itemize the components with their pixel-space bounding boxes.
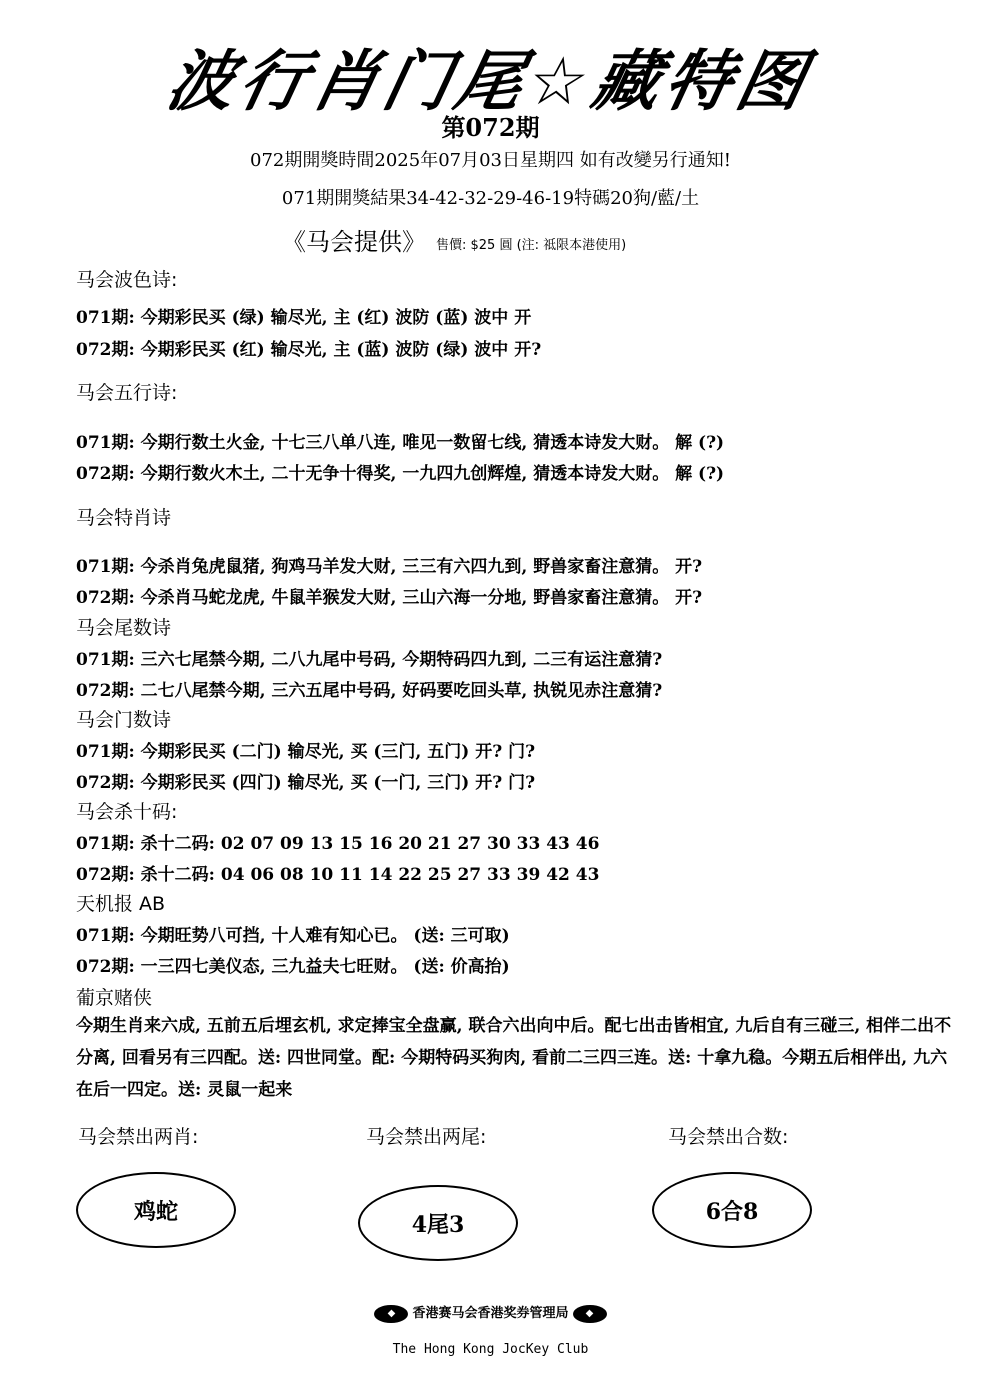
gambler-title: 葡京赌侠	[76, 987, 153, 1009]
footer-cn	[0, 1302, 981, 1323]
kill-ten-line-072: 072期: 杀十二码: 04 06 08 10 11 14 22 25 27 33 39 42 43	[76, 865, 600, 885]
tail-poem-line-071: 071期: 三六七尾禁今期, 二八九尾中号码, 今期特码四九到, 二三有运注意猜?	[76, 650, 663, 670]
ban-sum-oval	[652, 1172, 812, 1248]
tail-poem-title: 马会尾数诗	[76, 617, 172, 639]
gate-poem-line-072: 072期: 今期彩民买 (四门) 输尽光, 买 (一门, 三门) 开? 门?	[76, 773, 536, 793]
ban-tail-value: 4尾3	[411, 1211, 465, 1238]
footer-cn-text: 香港赛马会香港奖券管理局	[412, 1306, 569, 1321]
ban-zodiac-label: 马会禁出两肖:	[78, 1126, 199, 1148]
issue-number: 第072期	[441, 113, 540, 142]
price-note: 售價: $25 圓 (注: 祗限本港使用)	[436, 237, 627, 253]
kill-ten-title: 马会杀十码:	[76, 801, 178, 823]
page-title: 波行肖门尾☆藏特图	[160, 43, 818, 120]
provider-line	[282, 222, 626, 257]
footer-en: The Hong Kong JocKey Club	[392, 1342, 589, 1357]
ban-tail-label: 马会禁出两尾:	[366, 1126, 487, 1148]
ban-zodiac-value: 鸡蛇	[133, 1198, 178, 1225]
wave-poem-title: 马会波色诗:	[76, 269, 178, 291]
tianji-line-072: 072期: 一三四七美仪态, 三九益夫七旺财。 (送: 价高抬)	[76, 957, 510, 977]
kill-ten-line-071: 071期: 杀十二码: 02 07 09 13 15 16 20 21 27 30 33 43 46	[76, 834, 600, 854]
ban-sum-label: 马会禁出合数:	[668, 1126, 789, 1148]
jockey-club-logo-icon: ◆	[374, 1305, 408, 1323]
zodiac-poem-line-072: 072期: 今杀肖马蛇龙虎, 牛鼠羊猴发大财, 三山六海一分地, 野兽家畜注意猜。 开?	[76, 588, 703, 608]
wave-poem-line-071: 071期: 今期彩民买 (绿) 输尽光, 主 (红) 波防 (蓝) 波中 开	[76, 308, 532, 328]
provider-label: 《马会提供》	[282, 228, 426, 256]
last-result: 071期開獎結果34-42-32-29-46-19特碼20狗/藍/土	[281, 188, 700, 209]
wave-poem-line-072: 072期: 今期彩民买 (红) 输尽光, 主 (蓝) 波防 (绿) 波中 开?	[76, 340, 542, 360]
element-poem-line-072: 072期: 今期行数火木土, 二十无争十得奖, 一九四九创辉煌, 猜透本诗发大财。 解 (?)	[76, 464, 725, 484]
zodiac-poem-title: 马会特肖诗	[76, 507, 172, 529]
jockey-club-logo-icon: ◆	[573, 1305, 607, 1323]
draw-time: 072期開獎時間2025年07月03日星期四 如有改變另行通知!	[250, 150, 731, 171]
gate-poem-title: 马会门数诗	[76, 709, 172, 731]
ban-sum-value: 6合8	[705, 1198, 759, 1225]
gate-poem-line-071: 071期: 今期彩民买 (二门) 输尽光, 买 (三门, 五门) 开? 门?	[76, 742, 536, 762]
ban-zodiac-oval	[76, 1172, 236, 1248]
tianji-line-071: 071期: 今期旺势八可挡, 十人难有知心已。 (送: 三可取)	[76, 926, 510, 946]
tianji-title: 天机报 AB	[76, 893, 166, 915]
tail-poem-line-072: 072期: 二七八尾禁今期, 三六五尾中号码, 好码要吃回头草, 执锐见赤注意猜?	[76, 681, 663, 701]
element-poem-title: 马会五行诗:	[76, 382, 178, 404]
zodiac-poem-line-071: 071期: 今杀肖兔虎鼠猪, 狗鸡马羊发大财, 三三有六四九到, 野兽家畜注意猜。 开?	[76, 557, 703, 577]
ban-tail-oval	[358, 1185, 518, 1261]
gambler-paragraph: 今期生肖来六成, 五前五后埋玄机, 求定捧宝全盘赢, 联合六出向中后。配七出击皆相宜, 九后自有三碰三, 相伴二出不分离, 回看另有三四配。送: 四世同堂。配: 今期特码买狗肉, 看前二三四三连。送: 十拿九稳。今期五后相伴出, 九六在后一四定。送: 灵鼠一起来	[76, 1016, 952, 1100]
element-poem-line-071: 071期: 今期行数土火金, 十七三八单八连, 唯见一数留七线, 猜透本诗发大财。 解 (?)	[76, 433, 725, 453]
